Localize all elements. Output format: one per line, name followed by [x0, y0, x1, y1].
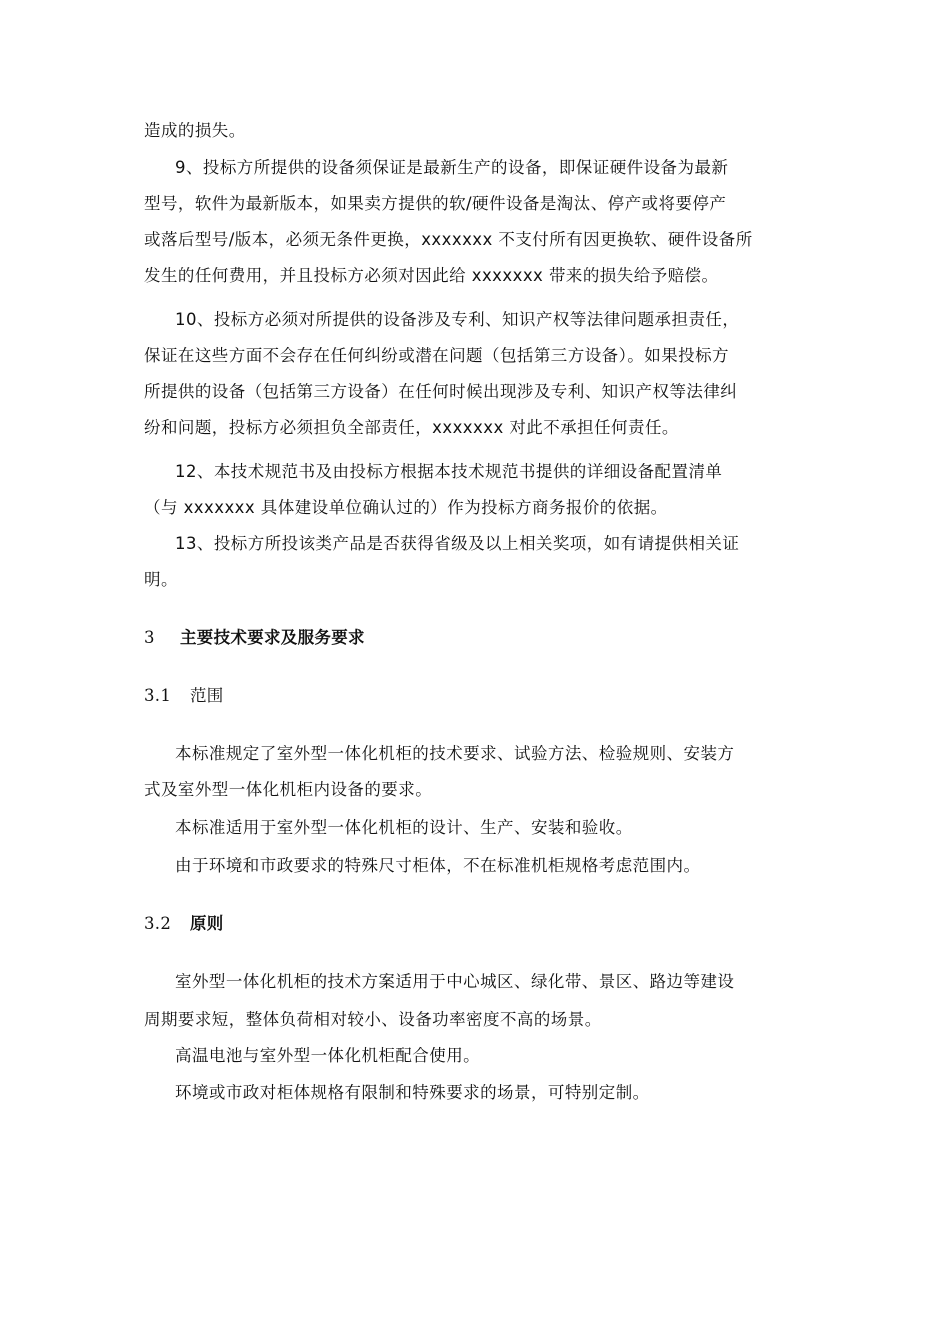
subsection-number: 3.1 [144, 686, 172, 705]
paragraph-line: 型号，软件为最新版本，如果卖方提供的软/硬件设备是淘汰、停产或将要停产 [144, 194, 727, 213]
paragraph-line: 高温电池与室外型一体化机柜配合使用。 [175, 1046, 481, 1065]
paragraph-line: 周期要求短，整体负荷相对较小、设备功率密度不高的场景。 [144, 1010, 602, 1029]
subsection-title: 范围 [190, 686, 224, 705]
subsection-heading [144, 912, 224, 936]
subsection-title: 原则 [190, 914, 224, 933]
section-title: 主要技术要求及服务要求 [180, 628, 365, 647]
paragraph-line: 造成的损失。 [144, 121, 246, 140]
paragraph-line: 9、投标方所提供的设备须保证是最新生产的设备，即保证硬件设备为最新 [175, 158, 729, 177]
paragraph-line: 13、投标方所投该类产品是否获得省级及以上相关奖项，如有请提供相关证 [175, 534, 740, 553]
paragraph-line: 明。 [144, 570, 178, 589]
paragraph-line: 或落后型号/版本，必须无条件更换，xxxxxxx 不支付所有因更换软、硬件设备所 [144, 230, 753, 249]
paragraph-line: 本标准规定了室外型一体化机柜的技术要求、试验方法、检验规则、安装方 [175, 744, 735, 763]
section-heading [144, 626, 365, 650]
paragraph-line: 发生的任何费用，并且投标方必须对因此给 xxxxxxx 带来的损失给予赔偿。 [144, 266, 719, 285]
paragraph-line: 10、投标方必须对所提供的设备涉及专利、知识产权等法律问题承担责任， [175, 310, 740, 329]
paragraph-line: 由于环境和市政要求的特殊尺寸柜体，不在标准机柜规格考虑范围内。 [175, 856, 701, 875]
subsection-number: 3.2 [144, 914, 172, 933]
paragraph-line: （与 xxxxxxx 具体建设单位确认过的）作为投标方商务报价的依据。 [144, 498, 668, 517]
paragraph-line: 环境或市政对柜体规格有限制和特殊要求的场景，可特别定制。 [175, 1083, 650, 1102]
paragraph-line: 所提供的设备（包括第三方设备）在任何时候出现涉及专利、知识产权等法律纠 [144, 382, 738, 401]
paragraph-line: 12、本技术规范书及由投标方根据本技术规范书提供的详细设备配置清单 [175, 462, 723, 481]
paragraph-line: 室外型一体化机柜的技术方案适用于中心城区、绿化带、景区、路边等建设 [175, 972, 735, 991]
paragraph-line: 式及室外型一体化机柜内设备的要求。 [144, 780, 433, 799]
subsection-heading [144, 684, 224, 708]
paragraph-line: 保证在这些方面不会存在任何纠纷或潜在问题（包括第三方设备）。如果投标方 [144, 346, 729, 365]
section-number: 3 [144, 628, 155, 647]
paragraph-line: 纷和问题，投标方必须担负全部责任，xxxxxxx 对此不承担任何责任。 [144, 418, 679, 437]
paragraph-line: 本标准适用于室外型一体化机柜的设计、生产、安装和验收。 [175, 818, 633, 837]
